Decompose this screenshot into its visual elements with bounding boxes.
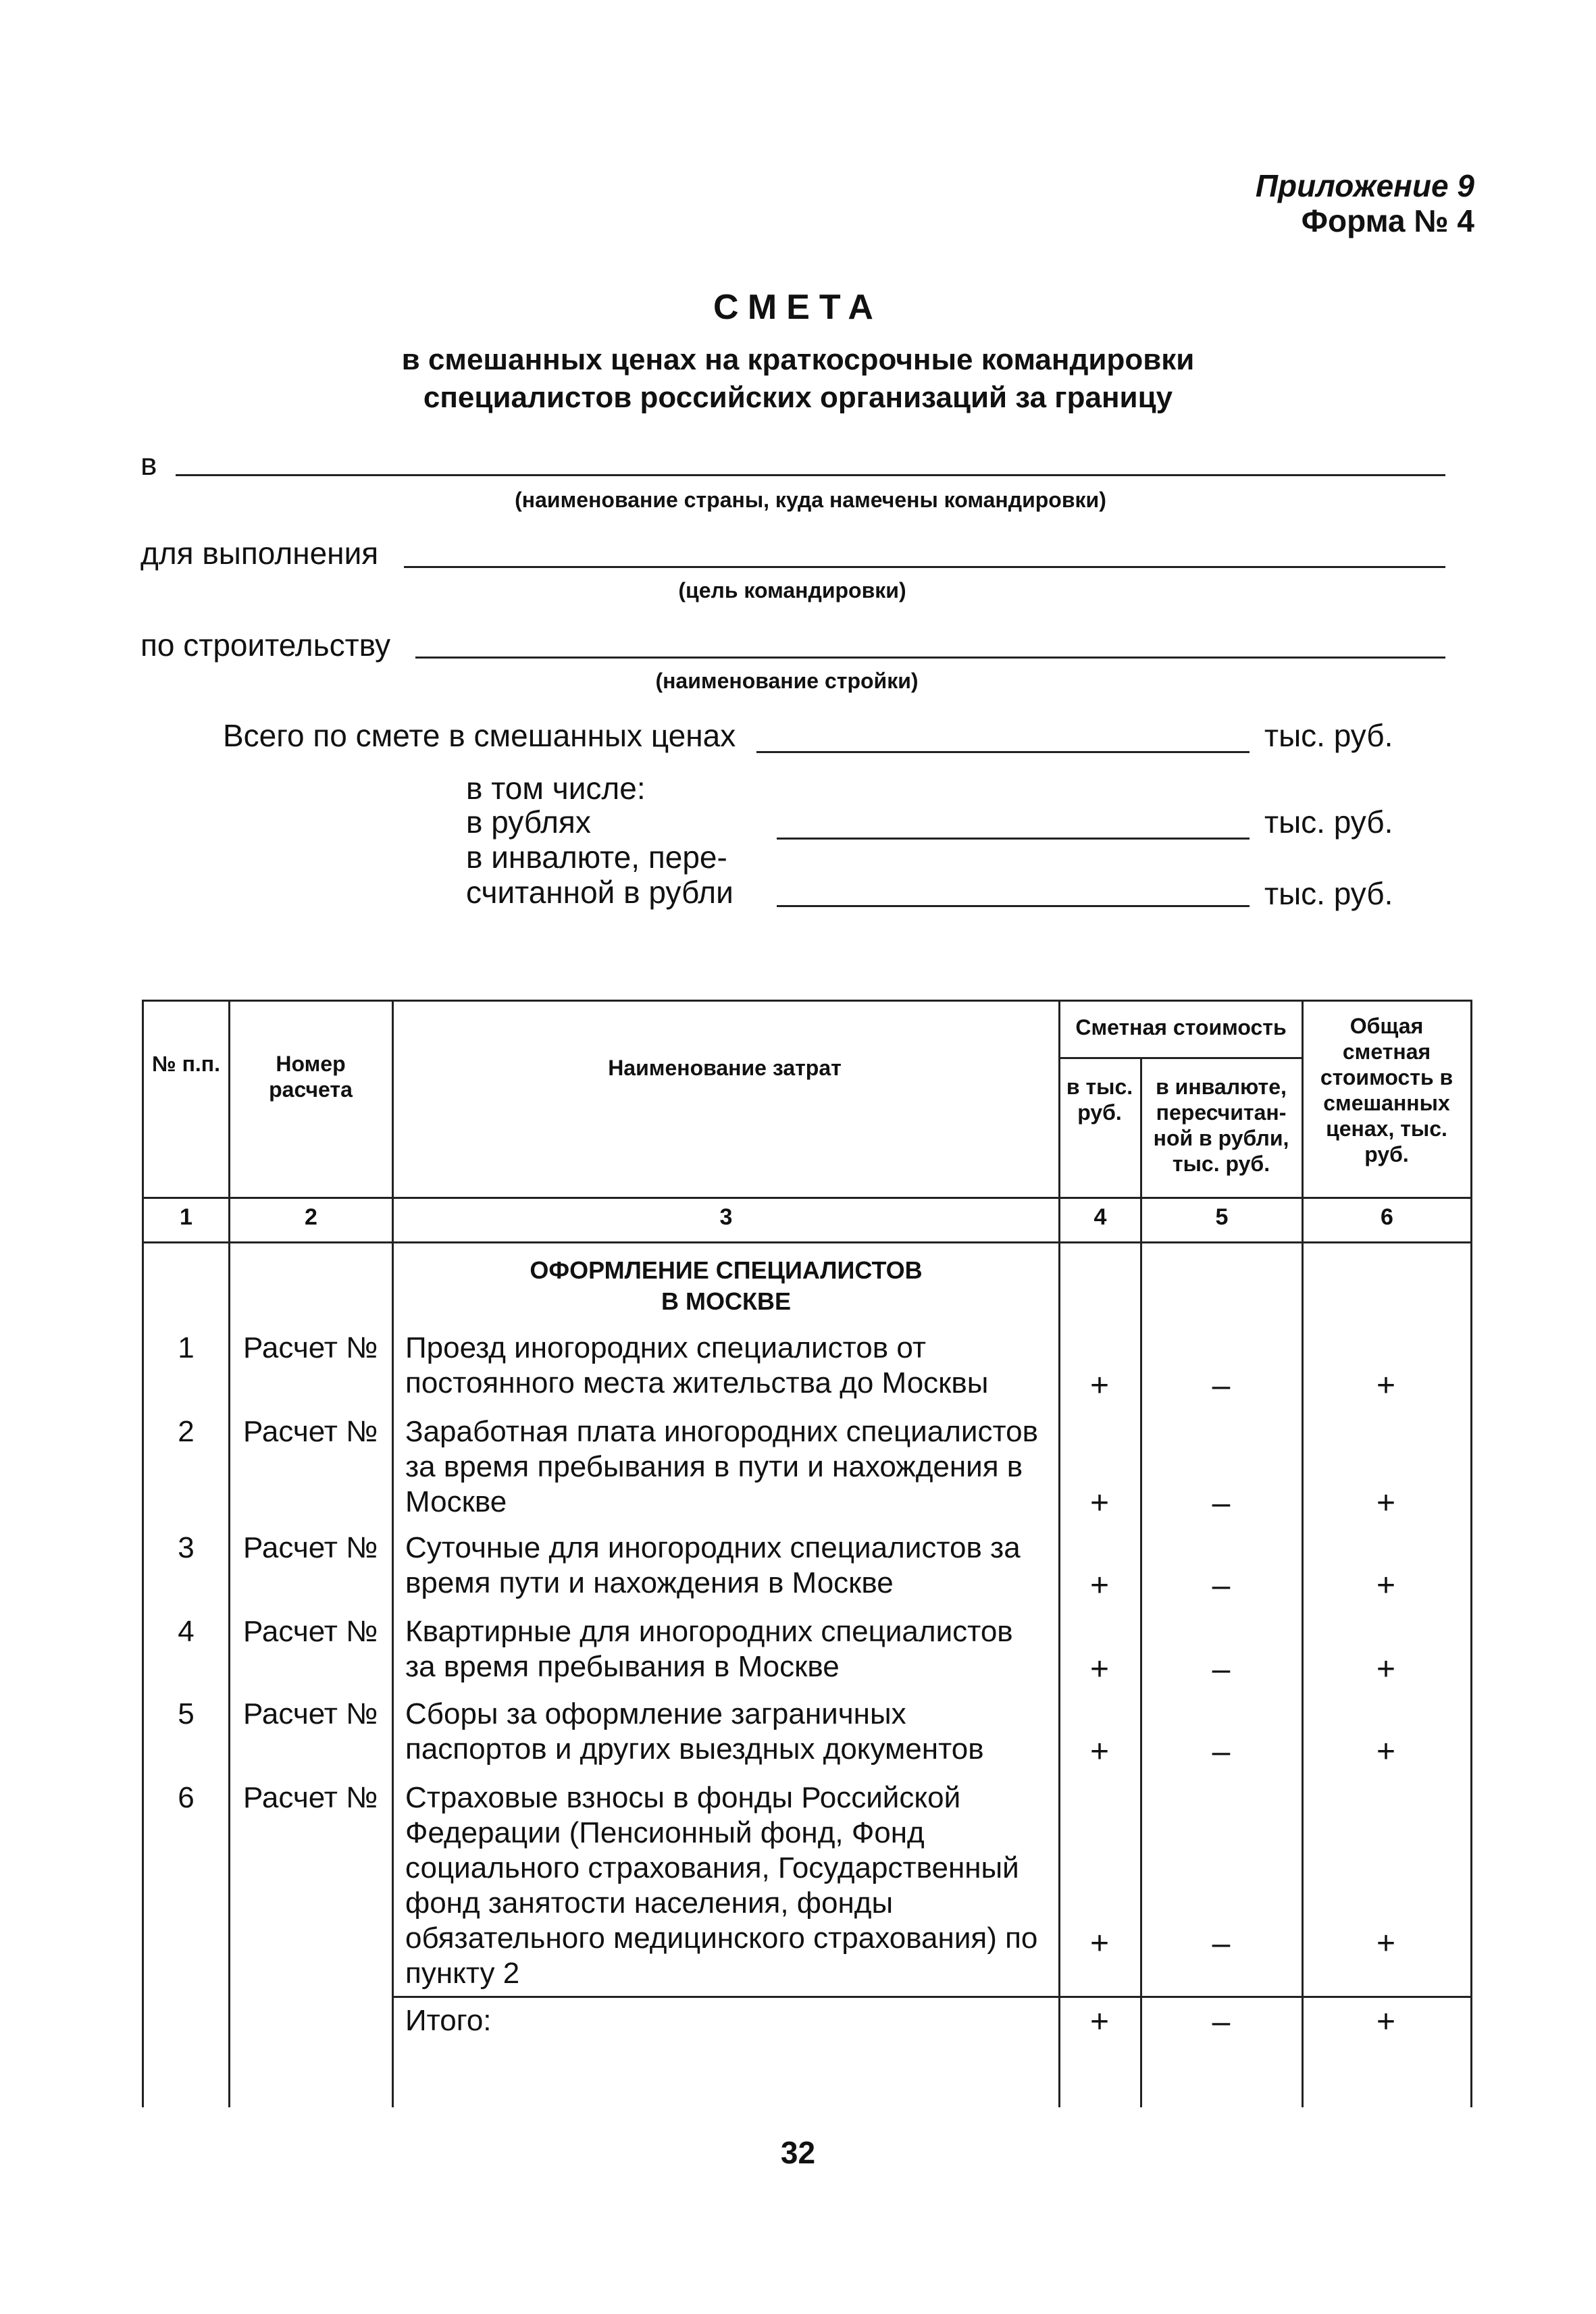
row-c6: + — [1376, 1734, 1396, 1770]
colnum-2: 2 — [305, 1204, 317, 1230]
purpose-input-line[interactable] — [404, 566, 1445, 568]
row-calc: Расчет № — [243, 1531, 378, 1564]
col-border-3 — [1058, 1000, 1060, 2107]
row-calc: Расчет № — [243, 1331, 378, 1364]
construction-label: по строительству — [140, 627, 391, 663]
row-num: 1 — [178, 1331, 195, 1364]
rubles-unit: тыс. руб. — [1264, 804, 1393, 840]
currency-label-1: в инвалюте, пере- — [466, 840, 727, 875]
construction-caption: (наименование стройки) — [655, 669, 919, 693]
row-name: Квартирные для иногородних специалистов за время пребывания в Москве — [405, 1615, 1013, 1683]
document-subtitle — [0, 341, 1596, 417]
subtitle-line-2: специалистов российских организаций за границу — [423, 381, 1173, 414]
purpose-label: для выполнения — [140, 536, 379, 571]
total-c5: – — [1212, 2004, 1231, 2040]
row-name: Сборы за оформление заграничных паспортов и других выездных документов — [405, 1697, 984, 1766]
total-row-top-border — [392, 1996, 1472, 1998]
header-num: № п.п. — [152, 1052, 220, 1076]
row-c4: + — [1089, 1568, 1110, 1603]
colnum-1: 1 — [180, 1204, 192, 1230]
row-c5: – — [1212, 1926, 1231, 1961]
header-estimated-cost: Сметная стоимость — [1075, 1015, 1287, 1039]
row-num: 6 — [178, 1781, 195, 1814]
document-title: СМЕТА — [713, 288, 883, 327]
form-number: Форма № 4 — [1301, 203, 1474, 238]
total-c4: + — [1089, 2004, 1110, 2040]
row-c5: – — [1212, 1651, 1231, 1687]
colnum-5: 5 — [1215, 1204, 1229, 1230]
section-title — [394, 1255, 1058, 1317]
row-num: 5 — [178, 1697, 195, 1730]
total-c6: + — [1376, 2004, 1396, 2040]
row-c4: + — [1089, 1926, 1110, 1961]
purpose-caption: (цель командировки) — [678, 578, 906, 602]
row-num: 2 — [178, 1415, 195, 1448]
row-c5: – — [1212, 1734, 1231, 1770]
country-input-line[interactable] — [176, 474, 1445, 476]
row-c5: – — [1212, 1485, 1231, 1521]
col-border-1 — [228, 1000, 230, 2107]
subtitle-line-1: в смешанных ценах на краткосрочные командировки — [401, 343, 1195, 376]
row-name: Страховые взносы в фонды Российской Федерации (Пенсионный фонд, Фонд социального страхования, Государственный фонд занятости населения, фонды обязательного медицинского страхования) по пункту 2 — [405, 1781, 1038, 1990]
row-c6: + — [1376, 1926, 1396, 1961]
colnum-4: 4 — [1093, 1204, 1107, 1230]
row-c4: + — [1089, 1651, 1110, 1687]
total-input-line[interactable] — [756, 751, 1250, 753]
appendix-label: Приложение 9 — [1255, 168, 1474, 203]
header-rub: в тыс. руб. — [1066, 1075, 1133, 1125]
country-label: в — [140, 446, 157, 482]
row-c6: + — [1376, 1485, 1396, 1521]
total-unit: тыс. руб. — [1264, 718, 1393, 753]
section-title-line-2: В МОСКВЕ — [661, 1287, 791, 1315]
country-caption: (наименование страны, куда намечены командировки) — [515, 488, 1106, 512]
construction-input-line[interactable] — [415, 657, 1445, 659]
row-c6: + — [1376, 1368, 1396, 1404]
including-label: в том числе: — [466, 771, 646, 806]
header-calc: Номер расчета — [269, 1052, 353, 1102]
row-name: Проезд иногородних специалистов от постоянного места жительства до Москвы — [405, 1331, 989, 1399]
rubles-input-line[interactable] — [777, 838, 1250, 840]
total-label: Всего по смете в смешанных ценах — [223, 718, 736, 753]
row-c4: + — [1089, 1368, 1110, 1404]
row-calc: Расчет № — [243, 1615, 378, 1648]
row-calc: Расчет № — [243, 1415, 378, 1448]
row-c5: – — [1212, 1568, 1231, 1603]
header-total: Общая сметная стоимость в смешанных ценах, тыс. руб. — [1320, 1014, 1453, 1166]
row-calc: Расчет № — [243, 1697, 378, 1730]
total-row-label: Итого: — [405, 2004, 492, 2037]
colnum-bottom-border — [142, 1241, 1472, 1243]
header-name: Наименование затрат — [608, 1056, 842, 1080]
currency-input-line[interactable] — [777, 905, 1250, 907]
header-currency: в инвалюте, пересчитан-ной в рубли, тыс. руб. — [1153, 1075, 1289, 1176]
table-top-border — [142, 1000, 1472, 1002]
row-c4: + — [1089, 1734, 1110, 1770]
page-number: 32 — [780, 2135, 816, 2170]
colnum-3: 3 — [719, 1204, 733, 1230]
row-c6: + — [1376, 1568, 1396, 1603]
subheader-divider — [1058, 1057, 1302, 1059]
row-calc: Расчет № — [243, 1781, 378, 1814]
currency-unit: тыс. руб. — [1264, 876, 1393, 911]
row-num: 4 — [178, 1615, 195, 1648]
row-num: 3 — [178, 1531, 195, 1564]
row-name: Заработная плата иногородних специалистов за время пребывания в пути и нахождения в Москве — [405, 1415, 1038, 1518]
row-name: Суточные для иногородних специалистов за время пути и нахождения в Москве — [405, 1531, 1021, 1599]
col-border-5 — [1302, 1000, 1304, 2107]
row-c5: – — [1212, 1368, 1231, 1404]
colnum-6: 6 — [1381, 1204, 1393, 1230]
header-bottom-border — [142, 1197, 1472, 1199]
col-border-2 — [392, 1000, 394, 2107]
section-title-line-1: ОФОРМЛЕНИЕ СПЕЦИАЛИСТОВ — [530, 1256, 923, 1284]
rubles-label: в рублях — [466, 804, 591, 840]
currency-label-2: считанной в рубли — [466, 875, 733, 910]
col-border-6 — [1470, 1000, 1472, 2107]
row-c4: + — [1089, 1485, 1110, 1521]
row-c6: + — [1376, 1651, 1396, 1687]
